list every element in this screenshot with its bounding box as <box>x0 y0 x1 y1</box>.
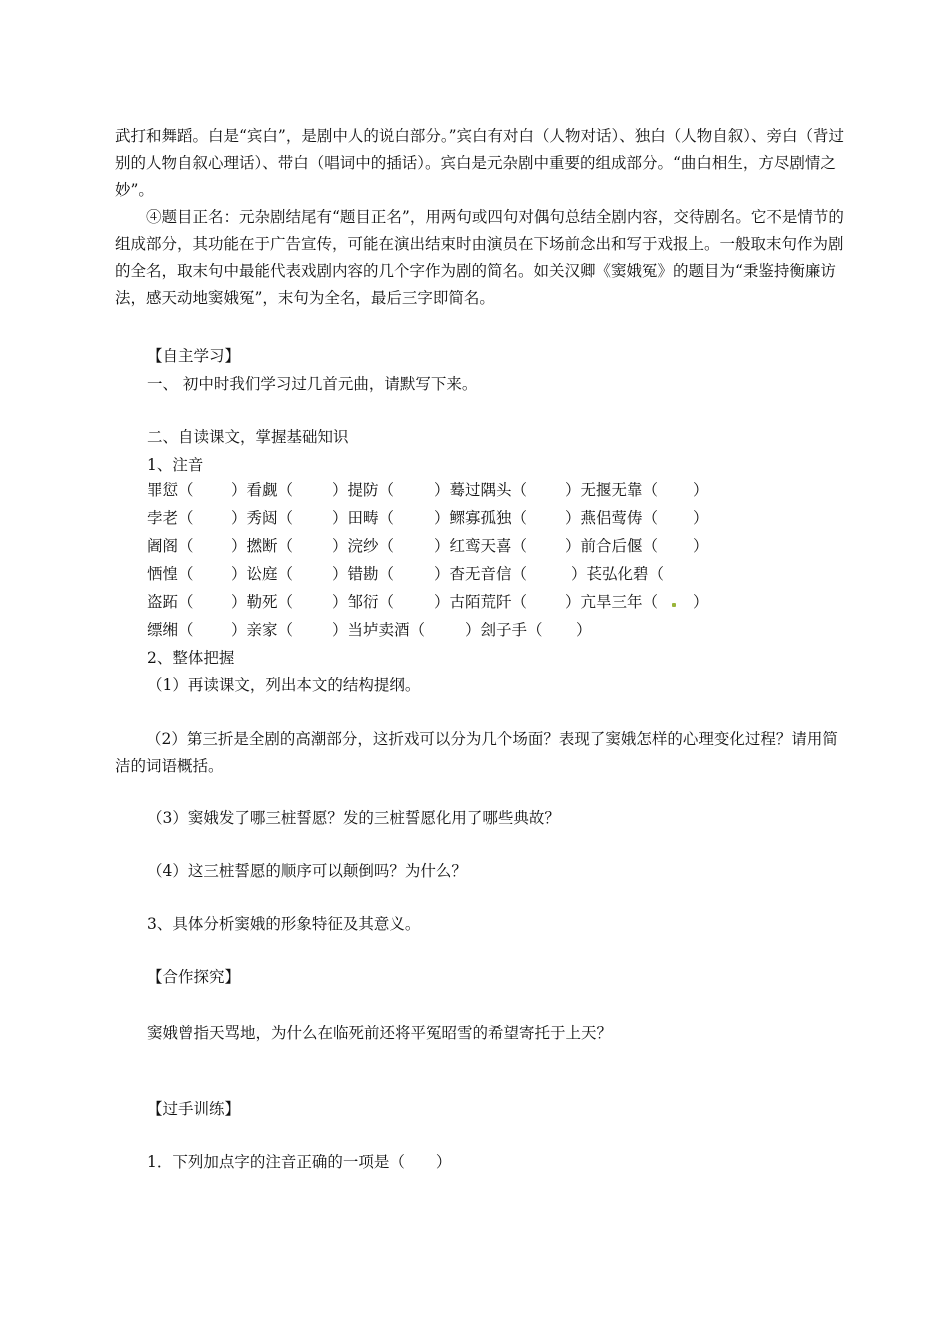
subsection-overall: 2、整体把握 <box>147 649 235 667</box>
overall-question-1: （1）再读课文，列出本文的结构提纲。 <box>147 676 421 694</box>
grid-cell: ）蓦过隅头（ <box>434 481 528 499</box>
grid-cell: ）看觑（ <box>231 481 294 499</box>
grid-cell: ）浣纱（ <box>332 537 395 555</box>
grid-cell: ）撚断（ <box>231 537 294 555</box>
grid-cell: ） <box>693 481 709 499</box>
intro-text <box>115 123 845 312</box>
practice-heading: 【过手训练】 <box>147 1100 241 1118</box>
grid-cell: ）秀闼（ <box>231 509 294 527</box>
intro-paragraph-1: 武打和舞蹈。白是“宾白”，是剧中人的说白部分。”宾白有对白（人物对话）、独白（人物自叙）、旁白（背过别的人物自叙心理话）、带白（唱词中的插话）。宾白是元杂剧中重要的组成部分。“曲白相生，方尽剧情之妙”。 <box>115 127 845 199</box>
grid-cell: ）无揠无靠（ <box>565 481 659 499</box>
grid-cell: ） <box>693 593 709 611</box>
grid-cell: ）杳无音信（ <box>434 565 528 583</box>
overall-question-4: （4）这三桩誓愿的顺序可以颠倒吗？为什么？ <box>147 862 467 880</box>
grid-cell: 罪愆（ <box>147 481 194 499</box>
grid-cell: ）前合后偃（ <box>565 537 659 555</box>
overall-question-2-block <box>115 726 845 780</box>
grid-cell: ）亲家（ <box>231 621 294 639</box>
subsection-character: 3、具体分析窦娥的形象特征及其意义。 <box>147 915 421 933</box>
grid-cell: ） <box>693 509 709 527</box>
grid-cell: ）提防（ <box>332 481 395 499</box>
grid-cell: ） <box>693 537 709 555</box>
grid-cell: ）田畴（ <box>332 509 395 527</box>
grid-cell: ）勒死（ <box>231 593 294 611</box>
cooperation-heading: 【合作探究】 <box>147 968 241 986</box>
self-study-heading: 【自主学习】 <box>147 347 241 365</box>
overall-question-2: （2）第三折是全剧的高潮部分，这折戏可以分为几个场面？表现了窦娥怎样的心理变化过程？请用简洁的词语概括。 <box>115 730 838 775</box>
grid-cell: ） <box>576 621 592 639</box>
grid-cell: 盗跖（ <box>147 593 194 611</box>
grid-cell: 孛老（ <box>147 509 194 527</box>
grid-cell: ）红鸾天喜（ <box>434 537 528 555</box>
grid-cell: ）苌弘化碧（ <box>571 565 665 583</box>
grid-cell: ）亢旱三年（ <box>565 593 659 611</box>
grid-cell: ）当垆卖酒（ <box>332 621 426 639</box>
stray-mark <box>672 603 676 607</box>
grid-cell: ）讼庭（ <box>231 565 294 583</box>
grid-cell: ）燕侣莺俦（ <box>565 509 659 527</box>
question-2: 二、自读课文，掌握基础知识 <box>147 428 349 446</box>
grid-cell: ）刽子手（ <box>465 621 543 639</box>
grid-cell: 缥缃（ <box>147 621 194 639</box>
grid-cell: ）鳏寡孤独（ <box>434 509 528 527</box>
intro-paragraph-2: ④题目正名：元杂剧结尾有“题目正名”，用两句或四句对偶句总结全剧内容，交待剧名。它不是情节的组成部分，其功能在于广告宣传，可能在演出结束时由演员在下场前念出和写于戏报上。一般取末句作为剧的全名，取末句中最能代表戏剧内容的几个字作为剧的简名。如关汉卿《窦娥冤》的题目为“秉鉴持衡廉访法，感天动地窦娥冤”，末句为全名，最后三字即简名。 <box>115 208 844 307</box>
grid-cell: ）古陌荒阡（ <box>434 593 528 611</box>
subsection-pronunciation: 1、注音 <box>147 456 204 474</box>
practice-question-1: 1．下列加点字的注音正确的一项是（ ） <box>147 1153 452 1171</box>
grid-cell: 阇阁（ <box>147 537 194 555</box>
grid-cell: ）错勘（ <box>332 565 395 583</box>
grid-cell: 恓惶（ <box>147 565 194 583</box>
overall-question-3: （3）窦娥发了哪三桩誓愿？发的三桩誓愿化用了哪些典故？ <box>147 809 560 827</box>
question-1: 一、 初中时我们学习过几首元曲，请默写下来。 <box>147 375 478 393</box>
cooperation-question: 窦娥曾指天骂地，为什么在临死前还将平冤昭雪的希望寄托于上天？ <box>147 1024 613 1042</box>
grid-cell: ）邹衍（ <box>332 593 395 611</box>
